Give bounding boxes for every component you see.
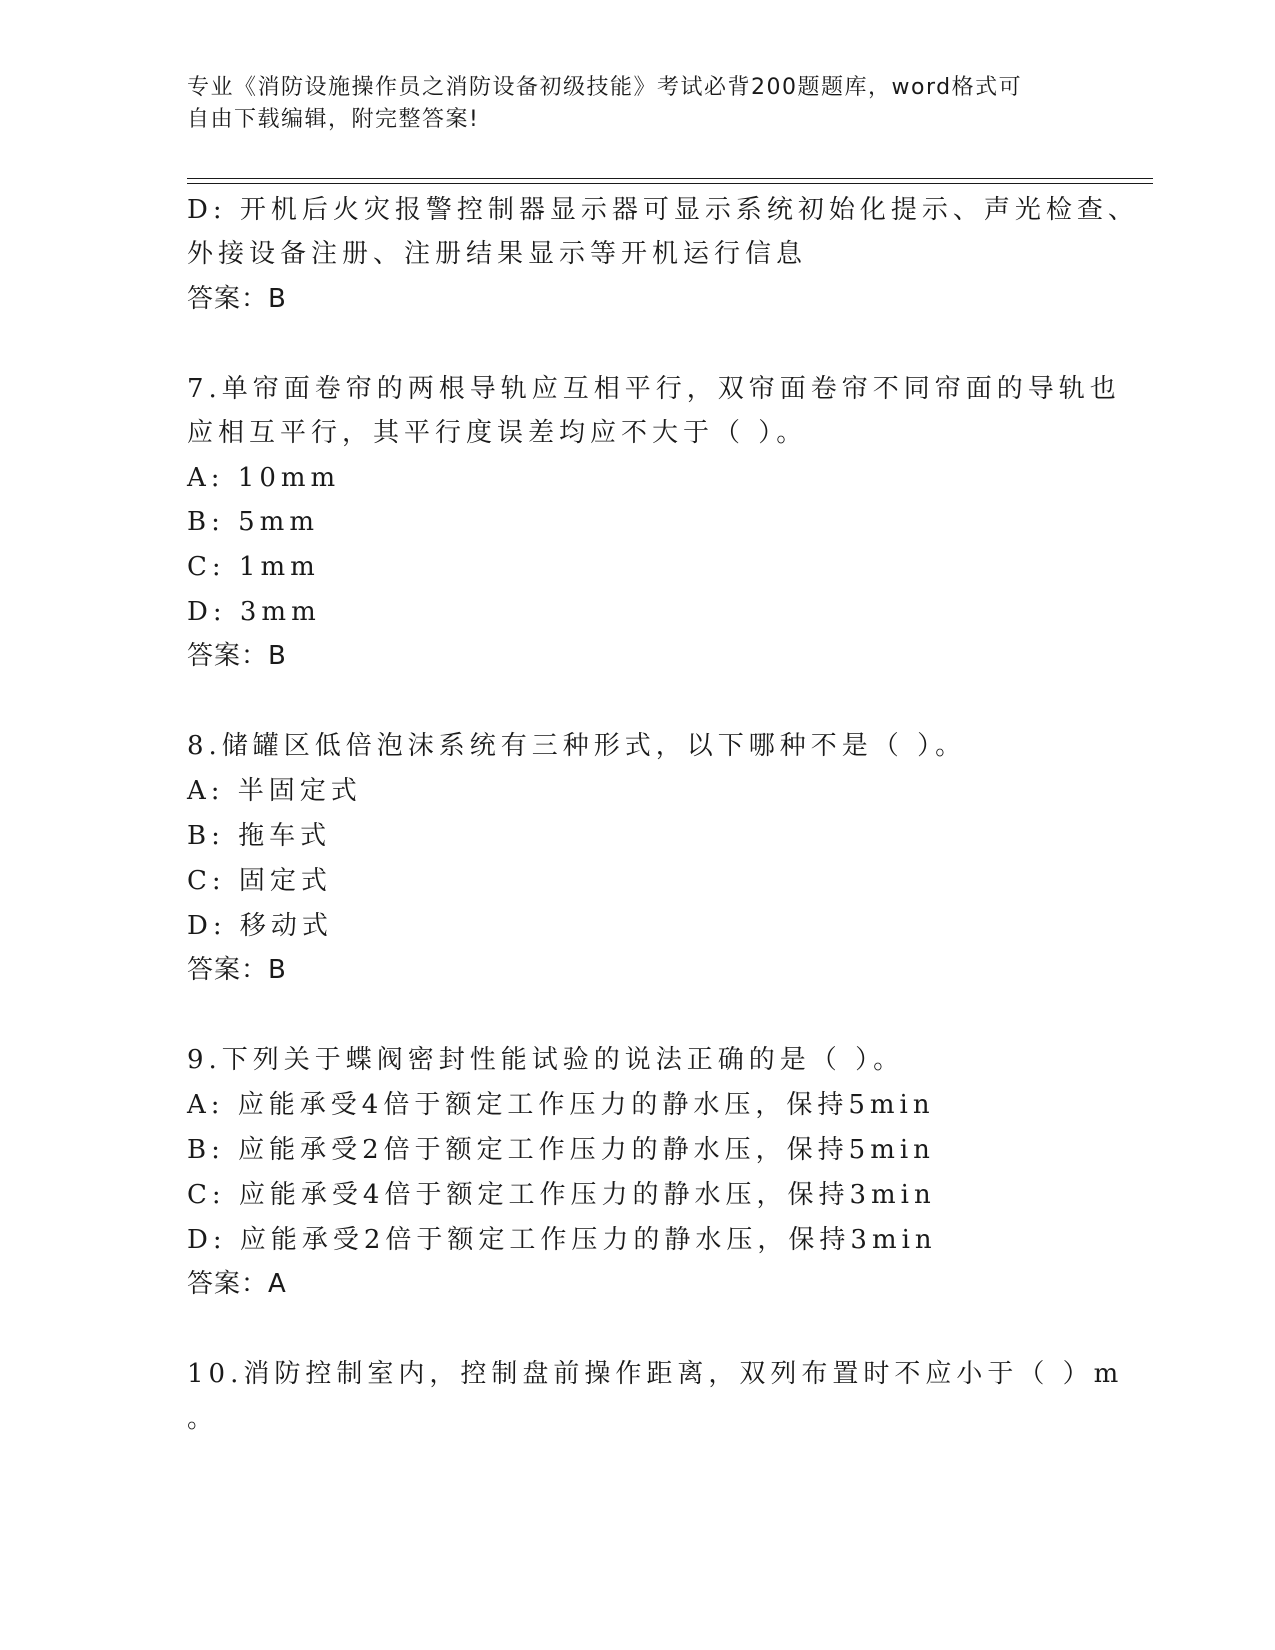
answer-q8: 答案：B — [187, 955, 287, 985]
question-9-option-b: B: 应能承受2倍于额定工作压力的静水压，保持5min — [187, 1135, 935, 1165]
question-7-line-2: 应相互平行，其平行度误差均应不大于（ ）。 — [187, 418, 808, 448]
question-7-line-1: 7.单帘面卷帘的两根导轨应互相平行，双帘面卷帘不同帘面的导轨也 — [187, 374, 1121, 404]
question-9-option-d: D: 应能承受2倍于额定工作压力的静水压，保持3min — [187, 1225, 937, 1255]
option-d-line-2: 外接设备注册、注册结果显示等开机运行信息 — [187, 239, 808, 269]
question-7-option-d: D: 3mm — [187, 597, 321, 627]
question-7-option-b: B: 5mm — [187, 507, 319, 537]
page-header — [187, 72, 1067, 136]
question-9-option-c: C: 应能承受4倍于额定工作压力的静水压，保持3min — [187, 1180, 936, 1210]
answer-q6: 答案：B — [187, 284, 287, 314]
question-7-option-c: C: 1mm — [187, 552, 320, 582]
header-line-1: 专业《消防设施操作员之消防设备初级技能》考试必背200题题库，word格式可 — [187, 75, 1023, 100]
header-divider-top — [187, 178, 1153, 179]
question-9-line-1: 9.下列关于蝶阀密封性能试验的说法正确的是（ ）。 — [187, 1045, 905, 1075]
option-d-line-1: D: 开机后火灾报警控制器显示器可显示系统初始化提示、声光检查、 — [187, 195, 1139, 225]
question-8-line-1: 8.储罐区低倍泡沫系统有三种形式，以下哪种不是（ ）。 — [187, 731, 967, 761]
question-8-option-c: C: 固定式 — [187, 866, 332, 896]
question-8-option-a: A: 半固定式 — [187, 776, 362, 806]
question-7-option-a: A: 10mm — [187, 463, 341, 493]
question-8-option-b: B: 拖车式 — [187, 821, 332, 851]
header-divider-bottom — [187, 183, 1153, 184]
answer-q9: 答案：A — [187, 1269, 287, 1299]
answer-q7: 答案：B — [187, 641, 287, 671]
question-9-option-a: A: 应能承受4倍于额定工作压力的静水压，保持5min — [187, 1090, 935, 1120]
question-10-line-1: 10.消防控制室内，控制盘前操作距离，双列布置时不应小于（ ）m — [187, 1359, 1124, 1389]
question-8-option-d: D: 移动式 — [187, 911, 333, 941]
question-10-line-2: 。 — [187, 1404, 219, 1434]
header-line-2: 自由下载编辑，附完整答案! — [187, 107, 480, 132]
